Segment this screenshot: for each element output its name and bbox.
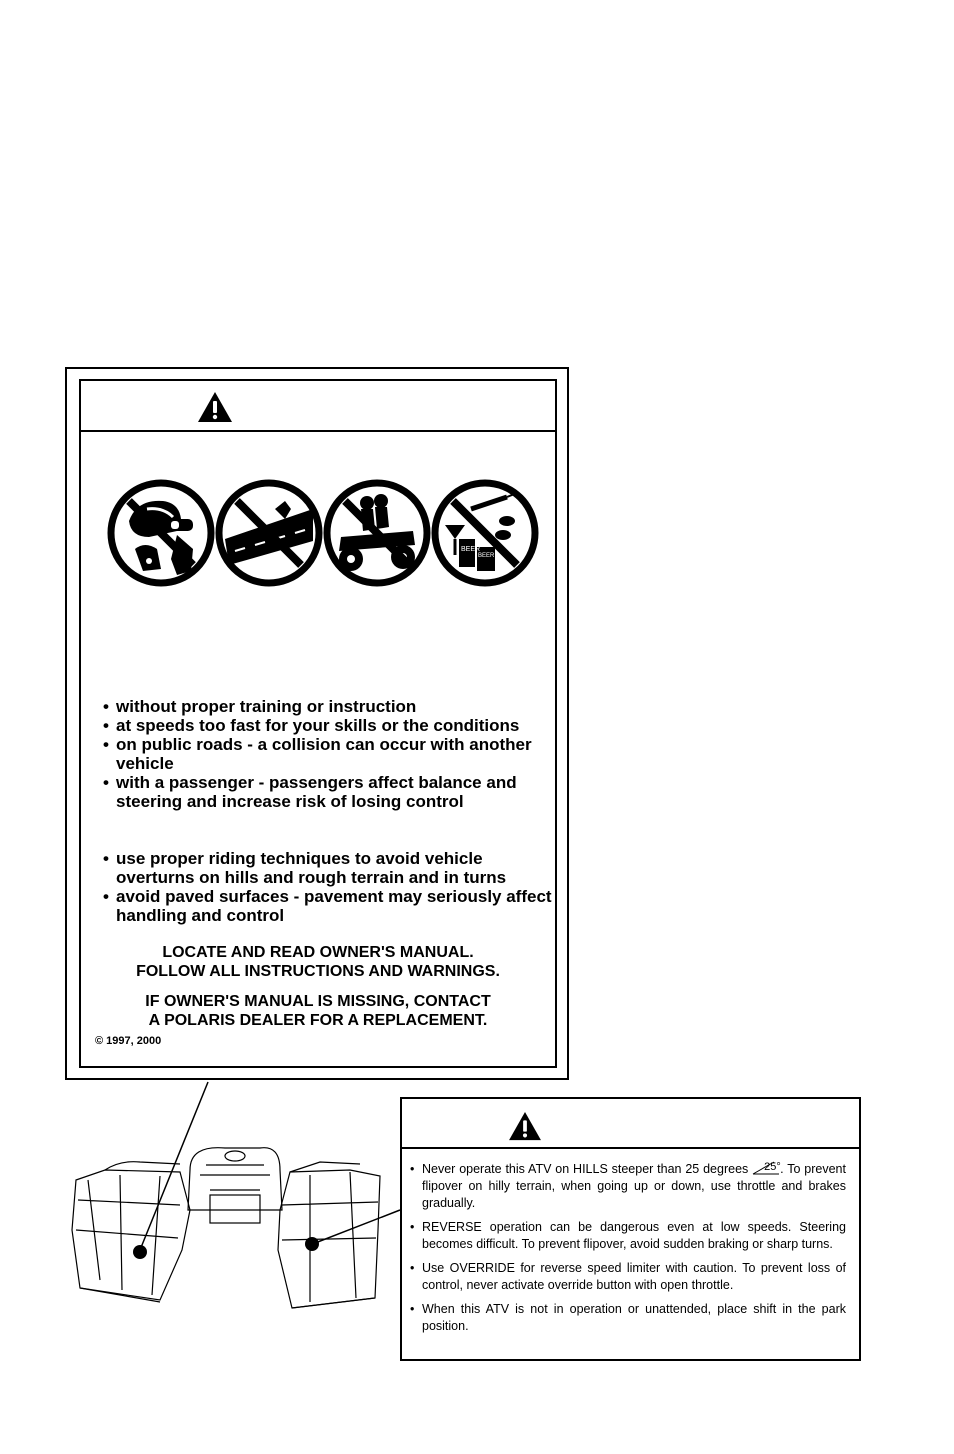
no-drugs-alcohol-icon: [431, 479, 539, 587]
no-public-road-icon: [215, 479, 323, 587]
list-item: • at speeds too fast for your skills or the conditions: [103, 716, 520, 735]
missing-manual-line-1: IF OWNER'S MANUAL IS MISSING, CONTACT: [145, 993, 491, 1010]
slope-angle-icon: 25°: [752, 1161, 780, 1175]
warning-triangle-icon: [197, 391, 233, 423]
list-item: • without proper training or instruction: [103, 697, 417, 716]
warning-triangle-icon: [508, 1111, 542, 1141]
main-warning-label: [65, 367, 569, 1080]
list-item: • Use OVERRIDE for reverse speed limiter with caution. To prevent loss of control, never activate override button with open throttle.: [410, 1261, 846, 1292]
atv-rear-fender-drawing: [60, 1080, 410, 1320]
list-item: • Never operate this ATV on HILLS steeper than 25 degrees 25° . To prevent flipover on hilly terrain, when going up or down, use throttle and brakes gradually.: [410, 1161, 846, 1210]
main-warning-label-inner: [79, 379, 557, 1068]
beer-can-label: BEER: [461, 546, 481, 553]
missing-manual-line-2: A POLARIS DEALER FOR A REPLACEMENT.: [148, 1012, 488, 1029]
riding-advice-list: [103, 849, 559, 925]
risk-conditions-list: [103, 697, 559, 811]
no-passenger-icon: [323, 479, 431, 587]
secondary-warning-list: [410, 1161, 846, 1342]
prohibition-icons-row: [107, 479, 539, 587]
list-item: • with a passenger - passengers affect balance and steering and increase risk of losing control: [103, 773, 517, 811]
list-item: • use proper riding techniques to avoid vehicle overturns on hills and rough terrain and in turns: [103, 849, 507, 887]
copyright-text: © 1997, 2000: [95, 1035, 162, 1047]
main-warning-header: [81, 381, 555, 432]
secondary-warning-header: [402, 1099, 859, 1149]
no-helmet-icon: [107, 479, 215, 587]
list-item: • When this ATV is not in operation or unattended, place shift in the park position.: [410, 1302, 846, 1333]
list-item: • on public roads - a collision can occur with another vehicle: [103, 735, 532, 773]
list-item: • avoid paved surfaces - pavement may seriously affect handling and control: [103, 887, 552, 925]
manual-line-2: FOLLOW ALL INSTRUCTIONS AND WARNINGS.: [136, 963, 500, 980]
beer-can-label-2: BEER: [478, 553, 495, 559]
hill-reverse-warning-label: [400, 1097, 861, 1361]
manual-line-1: LOCATE AND READ OWNER'S MANUAL.: [162, 944, 474, 961]
list-item: • REVERSE operation can be dangerous even at low speeds. Steering becomes difficult. To prevent flipover, avoid sudden braking or sharp turns.: [410, 1220, 846, 1251]
